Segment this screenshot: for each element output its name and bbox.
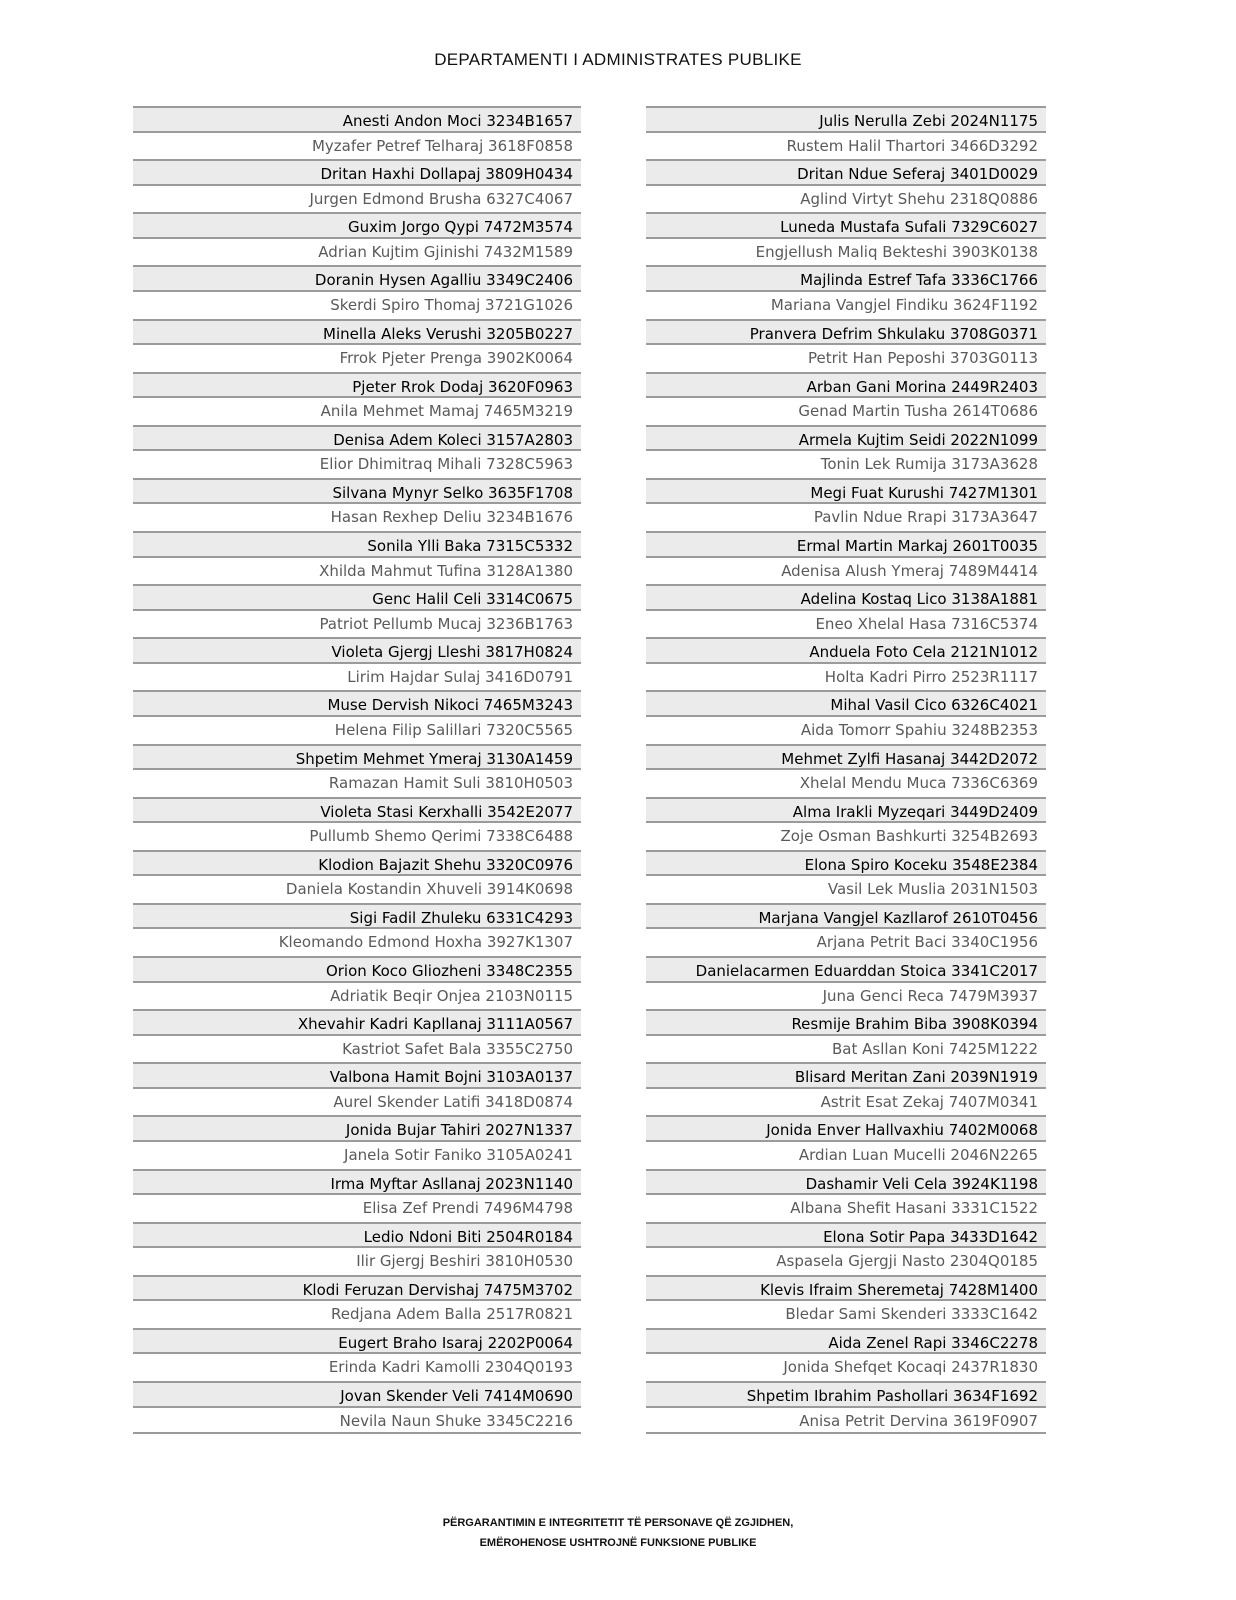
list-item: Skerdi Spiro Thomaj 3721G1026: [133, 292, 581, 319]
list-item: Dritan Ndue Seferaj 3401D0029: [646, 159, 1046, 186]
list-item: Majlinda Estref Tafa 3336C1766: [646, 265, 1046, 292]
list-item: Sonila Ylli Baka 7315C5332: [133, 531, 581, 558]
list-item: Doranin Hysen Agalliu 3349C2406: [133, 265, 581, 292]
list-item: Irma Myftar Asllanaj 2023N1140: [133, 1169, 581, 1196]
list-item: Shpetim Mehmet Ymeraj 3130A1459: [133, 744, 581, 771]
list-item: Mariana Vangjel Findiku 3624F1192: [646, 292, 1046, 319]
list-item: Alma Irakli Myzeqari 3449D2409: [646, 797, 1046, 824]
list-item: Helena Filip Salillari 7320C5565: [133, 717, 581, 744]
footer-line-2: EMËROHENOSE USHTROJNË FUNKSIONE PUBLIKE: [479, 1537, 757, 1549]
list-item: Myzafer Petref Telharaj 3618F0858: [133, 133, 581, 160]
list-item: Marjana Vangjel Kazllarof 2610T0456: [646, 903, 1046, 930]
list-item: Dritan Haxhi Dollapaj 3809H0434: [133, 159, 581, 186]
list-item: Jurgen Edmond Brusha 6327C4067: [133, 186, 581, 213]
list-item: Arban Gani Morina 2449R2403: [646, 372, 1046, 399]
list-item: Denisa Adem Koleci 3157A2803: [133, 425, 581, 452]
right-name-list: [646, 106, 1046, 1434]
list-item: Elior Dhimitraq Mihali 7328C5963: [133, 451, 581, 478]
list-item: Minella Aleks Verushi 3205B0227: [133, 319, 581, 346]
list-item: Muse Dervish Nikoci 7465M3243: [133, 690, 581, 717]
list-item: Redjana Adem Balla 2517R0821: [133, 1301, 581, 1328]
list-item: Elisa Zef Prendi 7496M4798: [133, 1195, 581, 1222]
list-item: Ilir Gjergj Beshiri 3810H0530: [133, 1248, 581, 1275]
page-title: DEPARTAMENTI I ADMINISTRATES PUBLIKE: [434, 50, 802, 69]
list-item: Violeta Stasi Kerxhalli 3542E2077: [133, 797, 581, 824]
list-item: Aurel Skender Latifi 3418D0874: [133, 1089, 581, 1116]
list-item: Juna Genci Reca 7479M3937: [646, 983, 1046, 1010]
list-item: Silvana Mynyr Selko 3635F1708: [133, 478, 581, 505]
list-item: Luneda Mustafa Sufali 7329C6027: [646, 212, 1046, 239]
list-item: Anesti Andon Moci 3234B1657: [133, 106, 581, 133]
list-item: Arjana Petrit Baci 3340C1956: [646, 929, 1046, 956]
left-name-list: [133, 106, 581, 1434]
list-item: Tonin Lek Rumija 3173A3628: [646, 451, 1046, 478]
list-item: Holta Kadri Pirro 2523R1117: [646, 664, 1046, 691]
list-item: Hasan Rexhep Deliu 3234B1676: [133, 504, 581, 531]
list-item: Adenisa Alush Ymeraj 7489M4414: [646, 558, 1046, 585]
list-item: Dashamir Veli Cela 3924K1198: [646, 1169, 1046, 1196]
list-item: Lirim Hajdar Sulaj 3416D0791: [133, 664, 581, 691]
list-item: Astrit Esat Zekaj 7407M0341: [646, 1089, 1046, 1116]
list-item: Rustem Halil Thartori 3466D3292: [646, 133, 1046, 160]
list-item: Ramazan Hamit Suli 3810H0503: [133, 770, 581, 797]
list-item: Violeta Gjergj Lleshi 3817H0824: [133, 637, 581, 664]
list-item: Bat Asllan Koni 7425M1222: [646, 1036, 1046, 1063]
list-item: Klodion Bajazit Shehu 3320C0976: [133, 850, 581, 877]
list-item: Nevila Naun Shuke 3345C2216: [133, 1408, 581, 1435]
list-item: Pjeter Rrok Dodaj 3620F0963: [133, 372, 581, 399]
list-item: Mehmet Zylfi Hasanaj 3442D2072: [646, 744, 1046, 771]
list-item: Elona Sotir Papa 3433D1642: [646, 1222, 1046, 1249]
list-item: Genc Halil Celi 3314C0675: [133, 584, 581, 611]
list-item: Jonida Shefqet Kocaqi 2437R1830: [646, 1354, 1046, 1381]
list-item: Aglind Virtyt Shehu 2318Q0886: [646, 186, 1046, 213]
list-item: Adrian Kujtim Gjinishi 7432M1589: [133, 239, 581, 266]
list-item: Bledar Sami Skenderi 3333C1642: [646, 1301, 1046, 1328]
list-item: Orion Koco Gliozheni 3348C2355: [133, 956, 581, 983]
list-item: Janela Sotir Faniko 3105A0241: [133, 1142, 581, 1169]
list-item: Mihal Vasil Cico 6326C4021: [646, 690, 1046, 717]
list-item: Genad Martin Tusha 2614T0686: [646, 398, 1046, 425]
list-item: Jonida Enver Hallvaxhiu 7402M0068: [646, 1115, 1046, 1142]
footer: [0, 1513, 1236, 1553]
list-item: Aida Tomorr Spahiu 3248B2353: [646, 717, 1046, 744]
list-item: Anila Mehmet Mamaj 7465M3219: [133, 398, 581, 425]
list-item: Daniela Kostandin Xhuveli 3914K0698: [133, 876, 581, 903]
list-item: Ermal Martin Markaj 2601T0035: [646, 531, 1046, 558]
list-item: Patriot Pellumb Mucaj 3236B1763: [133, 611, 581, 638]
list-item: Megi Fuat Kurushi 7427M1301: [646, 478, 1046, 505]
list-item: Petrit Han Peposhi 3703G0113: [646, 345, 1046, 372]
list-item: Albana Shefit Hasani 3331C1522: [646, 1195, 1046, 1222]
list-item: Armela Kujtim Seidi 2022N1099: [646, 425, 1046, 452]
list-item: Valbona Hamit Bojni 3103A0137: [133, 1062, 581, 1089]
list-item: Kleomando Edmond Hoxha 3927K1307: [133, 929, 581, 956]
list-item: Jovan Skender Veli 7414M0690: [133, 1381, 581, 1408]
list-item: Sigi Fadil Zhuleku 6331C4293: [133, 903, 581, 930]
list-item: Aida Zenel Rapi 3346C2278: [646, 1328, 1046, 1355]
footer-line-1: PËRGARANTIMIN E INTEGRITETIT TË PERSONAVE QË ZGJIDHEN,: [442, 1517, 794, 1529]
list-item: Klevis Ifraim Sheremetaj 7428M1400: [646, 1275, 1046, 1302]
list-item: Guxim Jorgo Qypi 7472M3574: [133, 212, 581, 239]
list-item: Ardian Luan Mucelli 2046N2265: [646, 1142, 1046, 1169]
list-item: Eneo Xhelal Hasa 7316C5374: [646, 611, 1046, 638]
list-item: Blisard Meritan Zani 2039N1919: [646, 1062, 1046, 1089]
list-item: Vasil Lek Muslia 2031N1503: [646, 876, 1046, 903]
list-item: Xhelal Mendu Muca 7336C6369: [646, 770, 1046, 797]
list-item: Adriatik Beqir Onjea 2103N0115: [133, 983, 581, 1010]
list-item: Pullumb Shemo Qerimi 7338C6488: [133, 823, 581, 850]
list-item: Klodi Feruzan Dervishaj 7475M3702: [133, 1275, 581, 1302]
list-item: Julis Nerulla Zebi 2024N1175: [646, 106, 1046, 133]
list-item: Ledio Ndoni Biti 2504R0184: [133, 1222, 581, 1249]
list-item: Pavlin Ndue Rrapi 3173A3647: [646, 504, 1046, 531]
list-item: Aspasela Gjergji Nasto 2304Q0185: [646, 1248, 1046, 1275]
list-item: Danielacarmen Eduarddan Stoica 3341C2017: [646, 956, 1046, 983]
list-item: Adelina Kostaq Lico 3138A1881: [646, 584, 1046, 611]
list-item: Pranvera Defrim Shkulaku 3708G0371: [646, 319, 1046, 346]
list-item: Anduela Foto Cela 2121N1012: [646, 637, 1046, 664]
list-item: Anisa Petrit Dervina 3619F0907: [646, 1408, 1046, 1435]
list-item: Xhevahir Kadri Kapllanaj 3111A0567: [133, 1009, 581, 1036]
list-item: Zoje Osman Bashkurti 3254B2693: [646, 823, 1046, 850]
list-item: Xhilda Mahmut Tufina 3128A1380: [133, 558, 581, 585]
list-item: Elona Spiro Koceku 3548E2384: [646, 850, 1046, 877]
list-item: Shpetim Ibrahim Pashollari 3634F1692: [646, 1381, 1046, 1408]
list-item: Eugert Braho Isaraj 2202P0064: [133, 1328, 581, 1355]
list-item: Resmije Brahim Biba 3908K0394: [646, 1009, 1046, 1036]
list-item: Jonida Bujar Tahiri 2027N1337: [133, 1115, 581, 1142]
list-item: Engjellush Maliq Bekteshi 3903K0138: [646, 239, 1046, 266]
list-item: Kastriot Safet Bala 3355C2750: [133, 1036, 581, 1063]
list-item: Erinda Kadri Kamolli 2304Q0193: [133, 1354, 581, 1381]
list-item: Frrok Pjeter Prenga 3902K0064: [133, 345, 581, 372]
